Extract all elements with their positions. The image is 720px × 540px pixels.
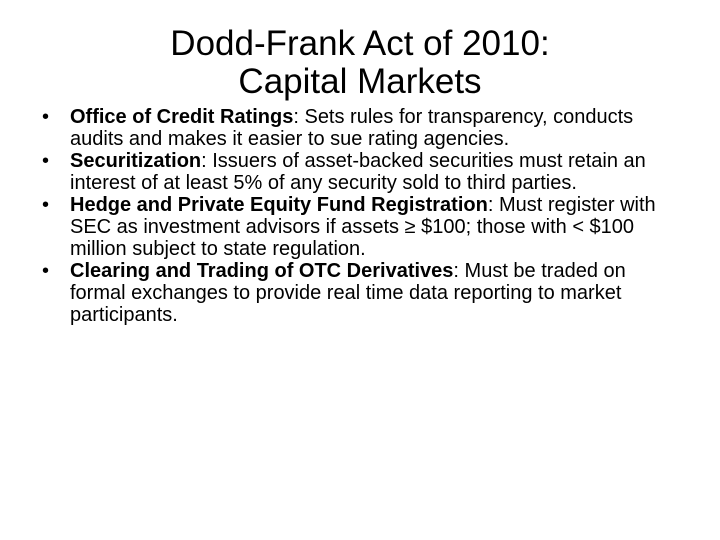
bullet-term: Office of Credit Ratings [70,106,294,128]
bullet-text: : Issuers of asset-backed securities must retain an interest of at least 5% of any security sold to third parties. [70,150,646,194]
bullet-item-otc-derivatives [40,260,680,326]
bullet-text: : Must register with SEC as investment advisors if assets ≥ $100; those with < $100 million subject to state regulation. [70,194,656,260]
title-line-2: Capital Markets [238,62,482,102]
bullet-text: : Sets rules for transparency, conducts audits and makes it easier to sue rating agencies. [70,106,634,150]
bullet-term: Securitization [70,150,202,172]
bullet-item-securitization [40,150,680,194]
bullet-item-office-of-credit-ratings [40,106,680,150]
bullet-term: Clearing and Trading of OTC Derivatives [70,260,454,282]
slide-title [0,25,720,101]
bullet-dot: • [42,106,50,128]
bullet-text: : Must be traded on formal exchanges to provide real time data reporting to market participants. [70,260,626,326]
bullet-item-hedge-fund-registration [40,194,680,260]
title-line-1: Dodd-Frank Act of 2010: [170,24,550,64]
bullet-dot: • [42,194,50,216]
bullet-dot: • [42,260,50,282]
bullet-dot: • [42,150,50,172]
bullet-term: Hedge and Private Equity Fund Registration [70,194,488,216]
bullet-list [40,106,680,326]
